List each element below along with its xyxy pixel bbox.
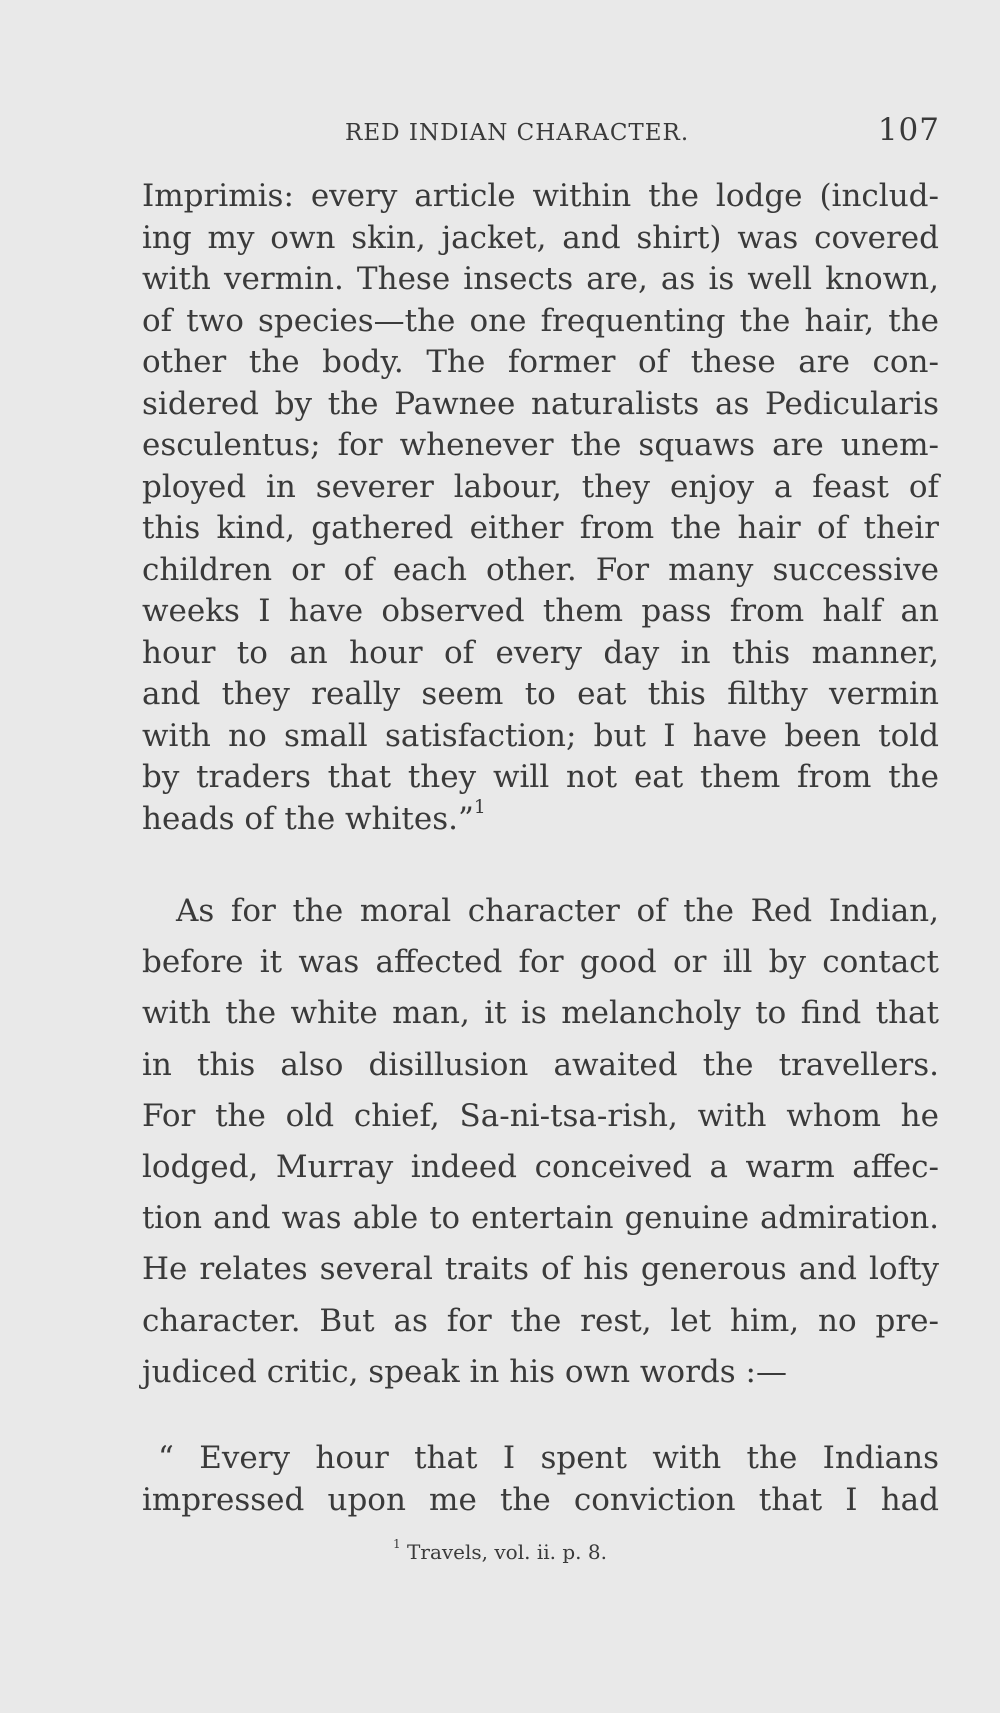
text-line: impressed upon me the conviction that I had <box>142 1482 939 1518</box>
text-line: before it was affected for good or ill by contact <box>142 944 939 981</box>
text-line: “ Every hour that I spent with the Indians <box>158 1440 939 1476</box>
text-line-content: heads of the whites.” <box>142 800 474 837</box>
text-line: ployed in severer labour, they enjoy a feast of <box>142 468 939 505</box>
running-title: RED INDIAN CHARACTER. <box>345 120 690 146</box>
text-line: For the old chief, Sa-ni-tsa-rish, with whom he <box>142 1097 939 1134</box>
footnote-marker: 1 <box>393 1537 401 1552</box>
text-line: He relates several traits of his generous and lofty <box>142 1251 939 1288</box>
text-line: with no small satisfaction; but I have been told <box>142 717 939 754</box>
text-line: character. But as for the rest, let him, no pre- <box>142 1302 939 1339</box>
paragraph-quote-start <box>142 1437 939 1521</box>
text-line: hour to an hour of every day in this manner, <box>142 634 939 671</box>
text-line: by traders that they will not eat them from the <box>142 759 939 795</box>
text-line: tion and was able to entertain genuine admiration. <box>142 1201 939 1237</box>
text-line: esculentus; for whenever the squaws are unem- <box>142 427 939 463</box>
text-line: weeks I have observed them pass from half an <box>142 593 939 629</box>
text-line: this kind, gathered either from the hair of their <box>142 510 939 546</box>
footnote <box>0 1537 1000 1564</box>
text-line: children or of each other. For many successive <box>142 551 939 588</box>
text-line: of two species—the one frequenting the hair, the <box>142 302 939 339</box>
text-line-last <box>142 796 939 841</box>
page-header <box>140 112 940 152</box>
text-line: other the body. The former of these are con- <box>142 344 939 380</box>
text-line: As for the moral character of the Red Indian, <box>176 893 939 929</box>
page-number: 107 <box>877 112 940 148</box>
text-line: sidered by the Pawnee naturalists as Pedicularis <box>142 385 939 422</box>
text-line: with vermin. These insects are, as is well known, <box>142 261 939 297</box>
text-line: ing my own skin, jacket, and shirt) was covered <box>142 219 939 256</box>
text-line: with the white man, it is melancholy to find that <box>142 995 939 1032</box>
text-line: and they really seem to eat this filthy vermin <box>142 676 939 712</box>
text-line: Imprimis: every article within the lodge (includ- <box>142 178 939 214</box>
paragraph-vermin-quote <box>142 176 939 840</box>
footnote-text: Travels, vol. ii. p. 8. <box>407 1540 607 1564</box>
text-line: in this also disillusion awaited the travellers. <box>142 1046 939 1083</box>
paragraph-moral-character <box>142 886 939 1398</box>
footnote-reference: 1 <box>473 796 486 818</box>
text-line: judiced critic, speak in his own words :— <box>142 1353 787 1390</box>
text-line: lodged, Murray indeed conceived a warm affec- <box>142 1148 939 1185</box>
